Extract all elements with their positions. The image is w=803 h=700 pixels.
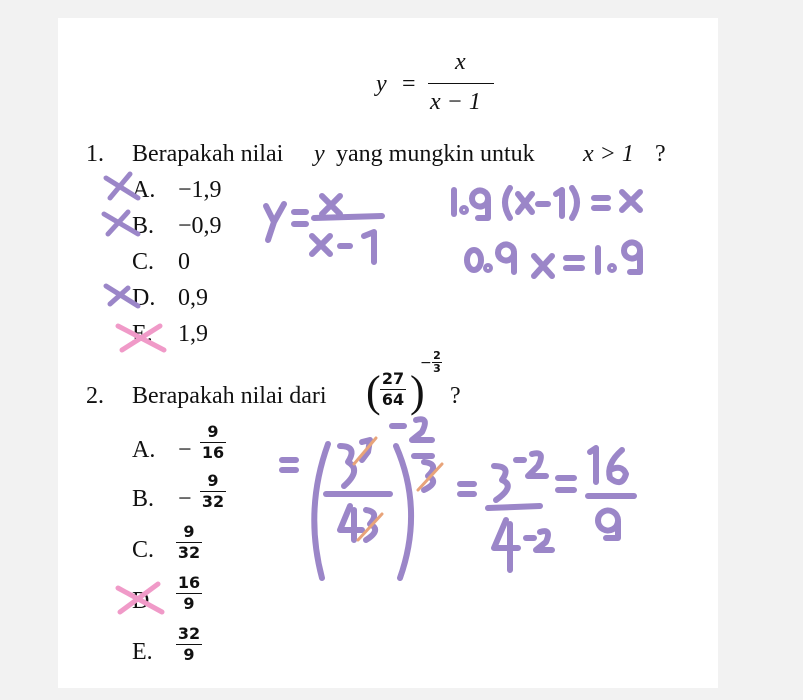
- q1-condition: x > 1: [583, 141, 634, 167]
- q2-option-d-den: 9: [183, 594, 195, 613]
- document-page: [58, 18, 718, 688]
- q2-exp-den: 3: [433, 362, 441, 375]
- q1-text-a: Berapakah nilai: [132, 141, 284, 167]
- q2-number: 2.: [86, 383, 104, 409]
- q2-option-a-sign: −: [178, 437, 192, 463]
- q1-number: 1.: [86, 141, 104, 167]
- q1-option-c-value: 0: [178, 249, 190, 275]
- q2-option-a-num: 9: [207, 422, 219, 441]
- q2-base-num: 27: [381, 369, 405, 388]
- q2-option-b-den: 32: [201, 492, 225, 511]
- q2-option-c-fraction: [176, 523, 202, 562]
- formula-denominator: x − 1: [430, 89, 481, 115]
- q1-option-d-letter[interactable]: D.: [132, 285, 156, 311]
- q2-option-b-letter[interactable]: B.: [132, 486, 155, 512]
- q1-option-b-value: −0,9: [178, 213, 222, 239]
- q2-option-e-den: 9: [183, 645, 195, 664]
- formula-equals: =: [402, 71, 416, 97]
- q2-option-c-den: 32: [177, 543, 201, 562]
- q2-paren-left: (: [366, 367, 381, 416]
- q2-option-b-sign: −: [178, 486, 192, 512]
- q2-option-e-fraction: [176, 625, 202, 664]
- q1-var: y: [314, 141, 325, 167]
- q2-option-c-letter[interactable]: C.: [132, 537, 155, 563]
- formula-lhs: y: [376, 71, 387, 97]
- q2-paren-right: ): [410, 367, 425, 416]
- q1-option-e-letter[interactable]: E.: [132, 321, 153, 347]
- q1-text-b: yang mungkin untuk: [336, 141, 535, 167]
- q2-qmark: ?: [450, 383, 461, 409]
- q2-option-d-letter[interactable]: D.: [132, 588, 156, 614]
- q1-option-e-value: 1,9: [178, 321, 208, 347]
- q1-option-d-value: 0,9: [178, 285, 208, 311]
- q2-base-fraction: [380, 370, 406, 409]
- q2-option-a-den: 16: [201, 443, 225, 462]
- q2-exponent: [432, 350, 442, 375]
- q2-option-d-fraction: [176, 574, 202, 613]
- q1-option-c-letter[interactable]: C.: [132, 249, 155, 275]
- formula-bar: [428, 83, 494, 84]
- q2-option-a-letter[interactable]: A.: [132, 437, 156, 463]
- q2-exp-sign: −: [420, 355, 432, 371]
- q2-option-b-num: 9: [207, 471, 219, 490]
- q2-option-c-num: 9: [183, 522, 195, 541]
- q1-option-a-letter[interactable]: A.: [132, 177, 156, 203]
- q2-base-den: 64: [381, 390, 405, 409]
- q2-exp-num: 2: [433, 349, 441, 362]
- q2-option-d-num: 16: [177, 573, 201, 592]
- q2-text: Berapakah nilai dari: [132, 383, 327, 409]
- q2-option-e-letter[interactable]: E.: [132, 639, 153, 665]
- q2-option-e-num: 32: [177, 624, 201, 643]
- q1-option-b-letter[interactable]: B.: [132, 213, 155, 239]
- formula-numerator: x: [455, 49, 466, 75]
- q1-option-a-value: −1,9: [178, 177, 222, 203]
- q1-qmark: ?: [655, 141, 666, 167]
- q2-option-a-fraction: [200, 423, 226, 462]
- q2-option-b-fraction: [200, 472, 226, 511]
